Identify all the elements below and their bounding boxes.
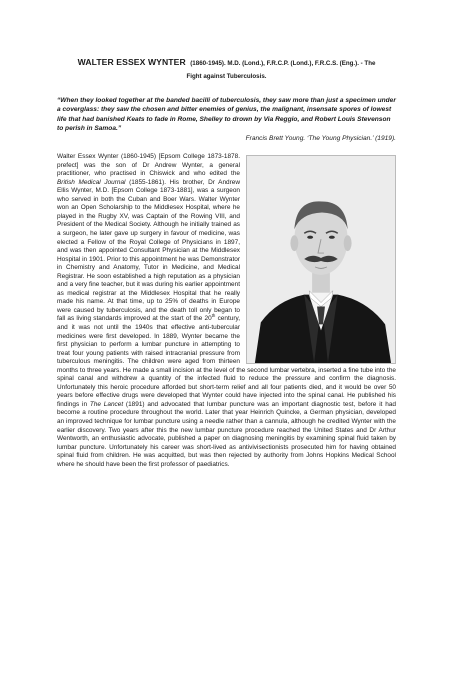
subject-name: WALTER ESSEX WYNTER: [77, 57, 186, 67]
article-subtitle: Fight against Tuberculosis.: [186, 73, 267, 80]
document-page: [0, 56, 452, 696]
portrait-photo: [246, 155, 396, 364]
biography-text-4: (1891) and advocated that lumbar puncture was an important diagnostic test, before it had become a routine procedure throughout the world. Later that year Heinrich Quincke, a German physician, developed an improved technique for lumbar puncture using a needle rather than a cannula, although he credited Wynter with the earlier discovery. Two years after this the new lumbar puncture procedure reached the United States and Dr Arthur Wentworth, an enthusiastic advocate, published a paper on diagnosing meningitis by examining spinal fluid taken by lumbar puncture. Unfortunately his career was short-lived as antivivisectionists prosecuted him for having obtained spinal fluid from children. He was acquitted, but was then rejected by authority from Johns Hopkins Medical School where he should have been the first professor of paediatrics.: [57, 400, 396, 468]
biography-text-1: Walter Essex Wynter (1860-1945) [Epsom College 1873-1878. prefect] was the son of Dr Andrew Wynter, a general practitioner, who practised in Chiswick and who edited the: [57, 153, 240, 178]
epigraph-attribution: Francis Brett Young. ‘The Young Physician.’ (1919).: [245, 134, 396, 142]
lancet-title: The Lancet: [89, 400, 124, 408]
portrait-illustration: [247, 156, 395, 363]
journal-title: British Medical Journal: [57, 178, 126, 186]
subject-qualifications: (1860-1945). M.D. (Lond.), F.R.C.P. (Lond.), F.R.C.S. (Eng.). - The: [190, 60, 376, 67]
biography-text-2: (1855-1861). His brother, Dr Andrew Ellis Wynter, M.D. [Epsom College 1873-1881], was a surgeon who served in both the Cuban and Boer Wars. Walter Wynter won an Open Scholarship to the Middlesex Hospital, where he played in the Rugby XV, was Captain of the Rowing VIII, and President of the Medical Society. Although he initially trained as a surgeon, he later gave up surgery in favour of medicine, was elected a Fellow of the Royal College of Physicians in 1897, and was then appointed Consultant Physician at the Middlesex Hospital in 1901. Prior to this appointment he was Demonstrator in Chemistry and Anatomy, Tutor in Medicine, and Medical Registrar. He soon established a high reputation as a physician and a very fine teacher, but it was during his earlier appointment as medical registrar at the Middlesex Hospital that he really made his name. At that time, up to 25% of deaths in Europe were caused by tuberculosis, and the death toll only began to fall as living standards improved at the start of the 20: [57, 178, 240, 323]
epigraph-text: “When they looked together at the banded bacilli of tuberculosis, they saw more than just a specimen under a coverglass: they saw the chosen and bitter enemies of genius, the malignant, insensate spores of lowest life that had banished Keats to fade in Rome, Shelley to drown by Via Reggio, and Robert Louis Stevenson to perish in Samoa.”: [57, 97, 396, 133]
biography-text-3: century, and it was not until the 1940s that effective anti-tubercular medicines were first developed. In 1889, Wynter became the first physician to perform a lumbar puncture in attempting to treat four young patients with raised intracranial pressure from tuberculous meningitis. The children were aged from thirteen months to three years. He made a small incision at the level of the second lumbar vertebra, inserted a fine tube into the spinal canal and withdrew a quantity of the infected fluid to reduce the pressure and confirm the diagnosis. Unfortunately this heroic procedure afforded but short-term relief and all four patients died, and it would be over 50 years before effective drugs were developed that Wynter could have injected into the spinal canal. He published his findings in: [57, 315, 396, 408]
article-heading: [57, 56, 396, 82]
epigraph: [57, 96, 396, 143]
ordinal-suffix: th: [211, 313, 216, 319]
article-body: [57, 153, 396, 469]
